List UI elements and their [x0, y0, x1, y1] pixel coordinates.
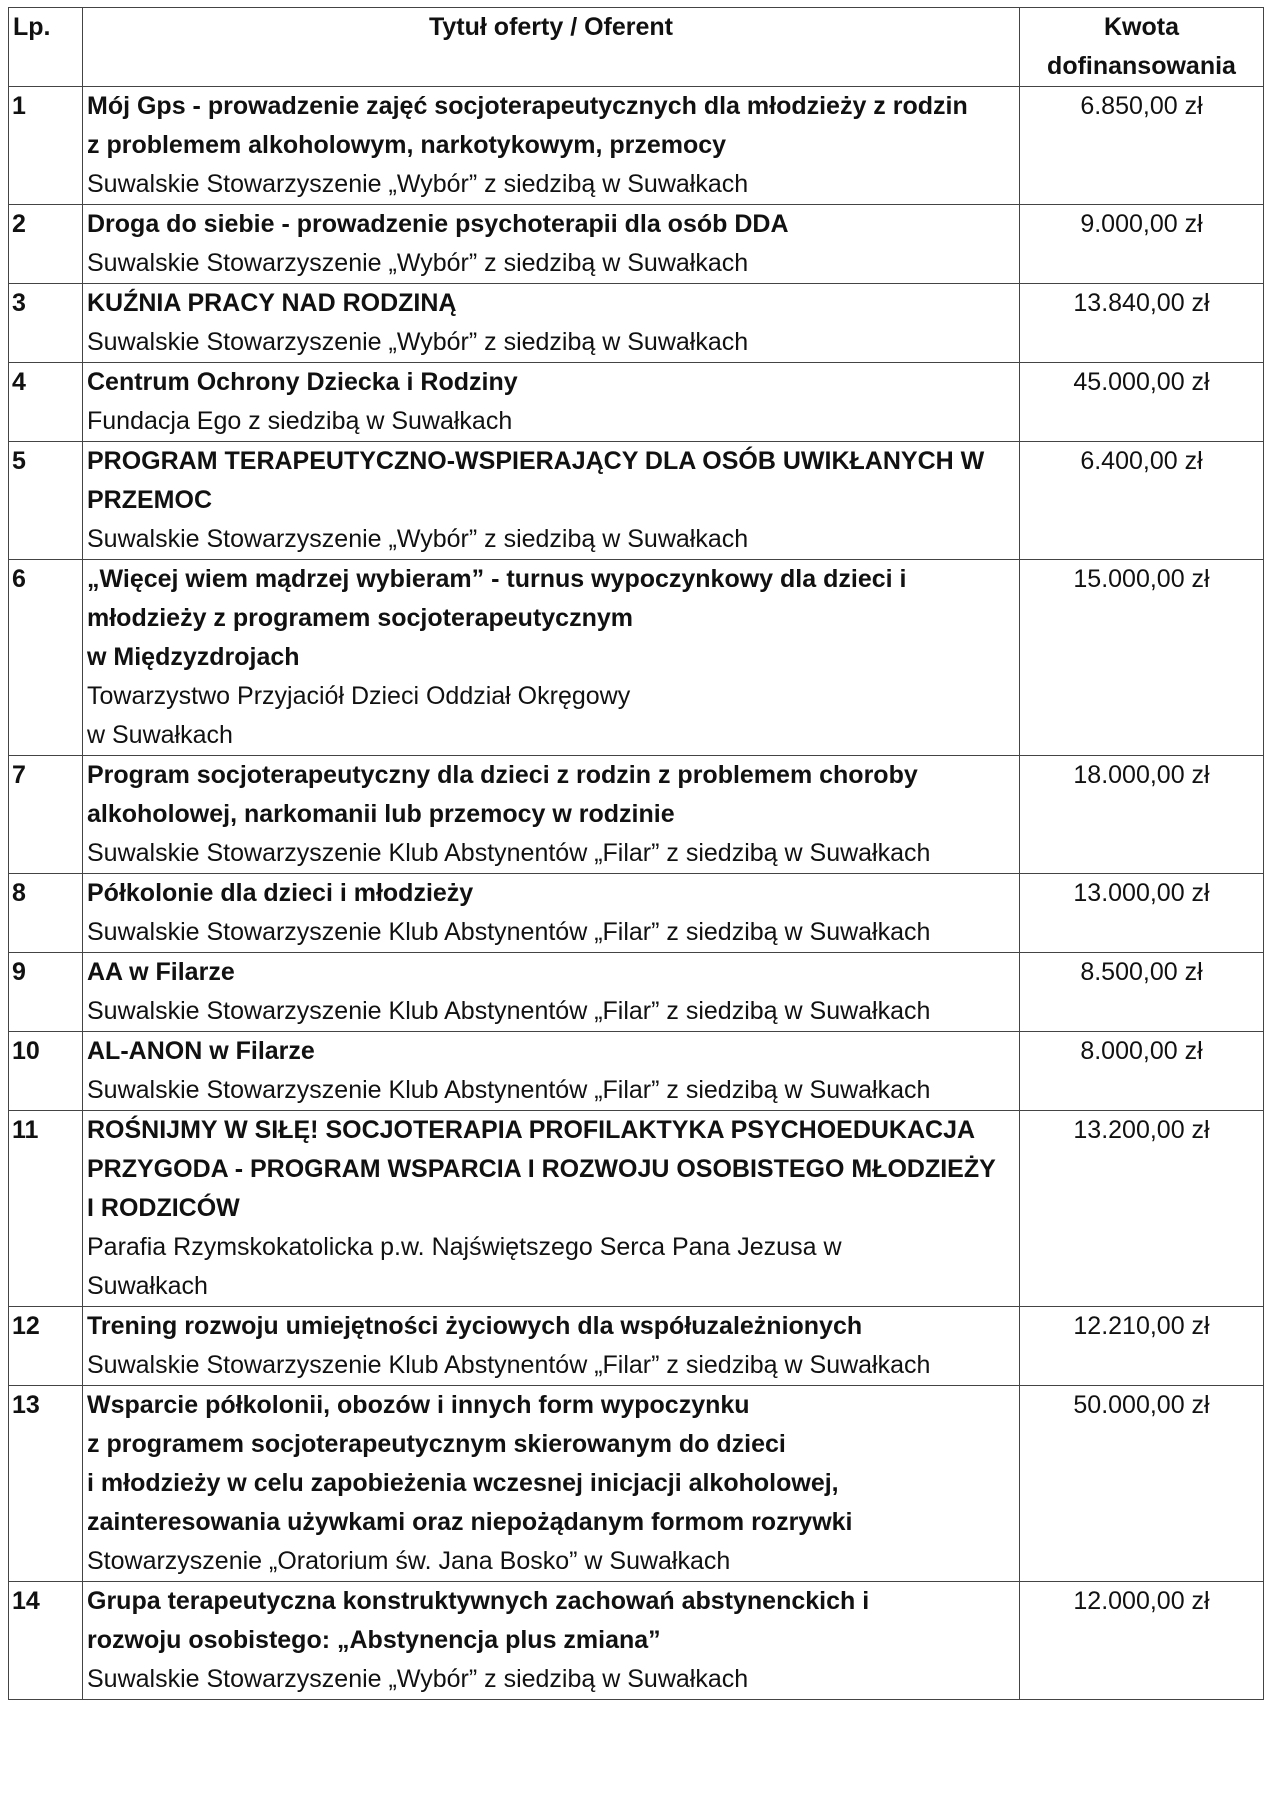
header-amount-line1: Kwota	[1104, 13, 1179, 41]
table-row	[9, 1307, 1264, 1386]
offer-title: KUŹNIA PRACY NAD RODZINĄ	[87, 289, 457, 317]
funding-amount: 8.500,00 zł	[1020, 953, 1264, 1032]
offer-cell	[83, 560, 1020, 756]
offer-cell	[83, 1386, 1020, 1582]
table-row	[9, 1032, 1264, 1111]
offer-cell	[83, 87, 1020, 205]
offer-title: Grupa terapeutyczna konstruktywnych zachowań abstynenckich i	[87, 1587, 870, 1615]
offer-title: Półkolonie dla dzieci i młodzieży	[87, 879, 474, 907]
document-sheet	[8, 7, 1264, 1700]
offer-applicant: Suwalskie Stowarzyszenie Klub Abstynentów „Filar” z siedzibą w Suwałkach	[87, 839, 931, 867]
row-number: 14	[9, 1582, 83, 1700]
offer-applicant: Suwalskie Stowarzyszenie „Wybór” z siedzibą w Suwałkach	[87, 1665, 749, 1693]
row-number: 10	[9, 1032, 83, 1111]
offer-applicant: Suwalskie Stowarzyszenie „Wybór” z siedzibą w Suwałkach	[87, 328, 749, 356]
row-number: 6	[9, 560, 83, 756]
offer-applicant: Suwalskie Stowarzyszenie „Wybór” z siedzibą w Suwałkach	[87, 170, 749, 198]
table-row	[9, 953, 1264, 1032]
funding-amount: 50.000,00 zł	[1020, 1386, 1264, 1582]
row-number: 4	[9, 363, 83, 442]
header-amount-line2: dofinansowania	[1047, 52, 1236, 80]
offer-applicant: Stowarzyszenie „Oratorium św. Jana Bosko” w Suwałkach	[87, 1547, 731, 1575]
offer-title: PROGRAM TERAPEUTYCZNO-WSPIERAJĄCY DLA OSÓB UWIKŁANYCH W	[87, 447, 985, 475]
offer-applicant: Suwałkach	[87, 1272, 208, 1300]
row-number: 1	[9, 87, 83, 205]
table-row	[9, 560, 1264, 756]
offer-title: Program socjoterapeutyczny dla dzieci z rodzin z problemem choroby	[87, 761, 918, 789]
offer-applicant: Towarzystwo Przyjaciół Dzieci Oddział Okręgowy	[87, 682, 631, 710]
offer-title: zainteresowania używkami oraz niepożądanym formom rozrywki	[87, 1508, 853, 1536]
offer-cell	[83, 1582, 1020, 1700]
table-row	[9, 1582, 1264, 1700]
offer-title: z problemem alkoholowym, narkotykowym, przemocy	[87, 131, 727, 159]
header-title: Tytuł oferty / Oferent	[83, 8, 1020, 87]
offer-title: „Więcej wiem mądrzej wybieram” - turnus wypoczynkowy dla dzieci i	[87, 565, 907, 593]
row-number: 3	[9, 284, 83, 363]
row-number: 8	[9, 874, 83, 953]
offer-cell	[83, 953, 1020, 1032]
table-row	[9, 284, 1264, 363]
offer-title: i młodzieży w celu zapobieżenia wczesnej inicjacji alkoholowej,	[87, 1469, 839, 1497]
offer-cell	[83, 756, 1020, 874]
funding-amount: 6.850,00 zł	[1020, 87, 1264, 205]
offer-title: w Międzyzdrojach	[87, 643, 300, 671]
row-number: 7	[9, 756, 83, 874]
offer-cell	[83, 1111, 1020, 1307]
row-number: 9	[9, 953, 83, 1032]
offer-title: z programem socjoterapeutycznym skierowanym do dzieci	[87, 1430, 786, 1458]
offer-title: ROŚNIJMY W SIŁĘ! SOCJOTERAPIA PROFILAKTYKA PSYCHOEDUKACJA	[87, 1116, 976, 1144]
offer-cell	[83, 442, 1020, 560]
offer-applicant: Suwalskie Stowarzyszenie Klub Abstynentów „Filar” z siedzibą w Suwałkach	[87, 1351, 931, 1379]
funding-amount: 18.000,00 zł	[1020, 756, 1264, 874]
offer-applicant: Suwalskie Stowarzyszenie „Wybór” z siedzibą w Suwałkach	[87, 249, 749, 277]
offer-title: Mój Gps - prowadzenie zajęć socjoterapeutycznych dla młodzieży z rodzin	[87, 92, 968, 120]
table-row	[9, 756, 1264, 874]
funding-amount: 12.000,00 zł	[1020, 1582, 1264, 1700]
table-row	[9, 442, 1264, 560]
offer-title: Trening rozwoju umiejętności życiowych dla współuzależnionych	[87, 1312, 863, 1340]
offer-title: PRZEMOC	[87, 486, 212, 514]
row-number: 13	[9, 1386, 83, 1582]
offer-title: I RODZICÓW	[87, 1194, 240, 1222]
funding-amount: 45.000,00 zł	[1020, 363, 1264, 442]
funding-amount: 15.000,00 zł	[1020, 560, 1264, 756]
row-number: 11	[9, 1111, 83, 1307]
funding-amount: 12.210,00 zł	[1020, 1307, 1264, 1386]
offer-title: alkoholowej, narkomanii lub przemocy w rodzinie	[87, 800, 675, 828]
offer-cell	[83, 874, 1020, 953]
funding-amount: 13.840,00 zł	[1020, 284, 1264, 363]
funding-amount: 6.400,00 zł	[1020, 442, 1264, 560]
offer-title: młodzieży z programem socjoterapeutycznym	[87, 604, 633, 632]
offer-cell	[83, 363, 1020, 442]
row-number: 2	[9, 205, 83, 284]
table-row	[9, 363, 1264, 442]
offer-title: Wsparcie półkolonii, obozów i innych form wypoczynku	[87, 1391, 750, 1419]
offer-applicant: Parafia Rzymskokatolicka p.w. Najświętszego Serca Pana Jezusa w	[87, 1233, 842, 1261]
row-number: 12	[9, 1307, 83, 1386]
funding-amount: 13.200,00 zł	[1020, 1111, 1264, 1307]
header-lp: Lp.	[9, 8, 83, 87]
offer-applicant: Suwalskie Stowarzyszenie „Wybór” z siedzibą w Suwałkach	[87, 525, 749, 553]
table-row	[9, 205, 1264, 284]
table-row	[9, 874, 1264, 953]
table-body	[9, 87, 1264, 1700]
grants-table	[8, 7, 1264, 1700]
offer-applicant: Fundacja Ego z siedzibą w Suwałkach	[87, 407, 513, 435]
offer-title: PRZYGODA - PROGRAM WSPARCIA I ROZWOJU OSOBISTEGO MŁODZIEŻY	[87, 1155, 996, 1183]
funding-amount: 13.000,00 zł	[1020, 874, 1264, 953]
offer-cell	[83, 1032, 1020, 1111]
offer-applicant: Suwalskie Stowarzyszenie Klub Abstynentów „Filar” z siedzibą w Suwałkach	[87, 997, 931, 1025]
table-header-row	[9, 8, 1264, 87]
offer-title: AL-ANON w Filarze	[87, 1037, 315, 1065]
offer-applicant: Suwalskie Stowarzyszenie Klub Abstynentów „Filar” z siedzibą w Suwałkach	[87, 1076, 931, 1104]
table-row	[9, 1111, 1264, 1307]
offer-title: Centrum Ochrony Dziecka i Rodziny	[87, 368, 518, 396]
funding-amount: 8.000,00 zł	[1020, 1032, 1264, 1111]
row-number: 5	[9, 442, 83, 560]
funding-amount: 9.000,00 zł	[1020, 205, 1264, 284]
table-row	[9, 87, 1264, 205]
table-row	[9, 1386, 1264, 1582]
header-amount	[1020, 8, 1264, 87]
offer-title: Droga do siebie - prowadzenie psychoterapii dla osób DDA	[87, 210, 789, 238]
offer-cell	[83, 284, 1020, 363]
offer-cell	[83, 205, 1020, 284]
offer-title: AA w Filarze	[87, 958, 235, 986]
offer-cell	[83, 1307, 1020, 1386]
offer-applicant: Suwalskie Stowarzyszenie Klub Abstynentów „Filar” z siedzibą w Suwałkach	[87, 918, 931, 946]
offer-title: rozwoju osobistego: „Abstynencja plus zmiana”	[87, 1626, 661, 1654]
offer-applicant: w Suwałkach	[87, 721, 233, 749]
